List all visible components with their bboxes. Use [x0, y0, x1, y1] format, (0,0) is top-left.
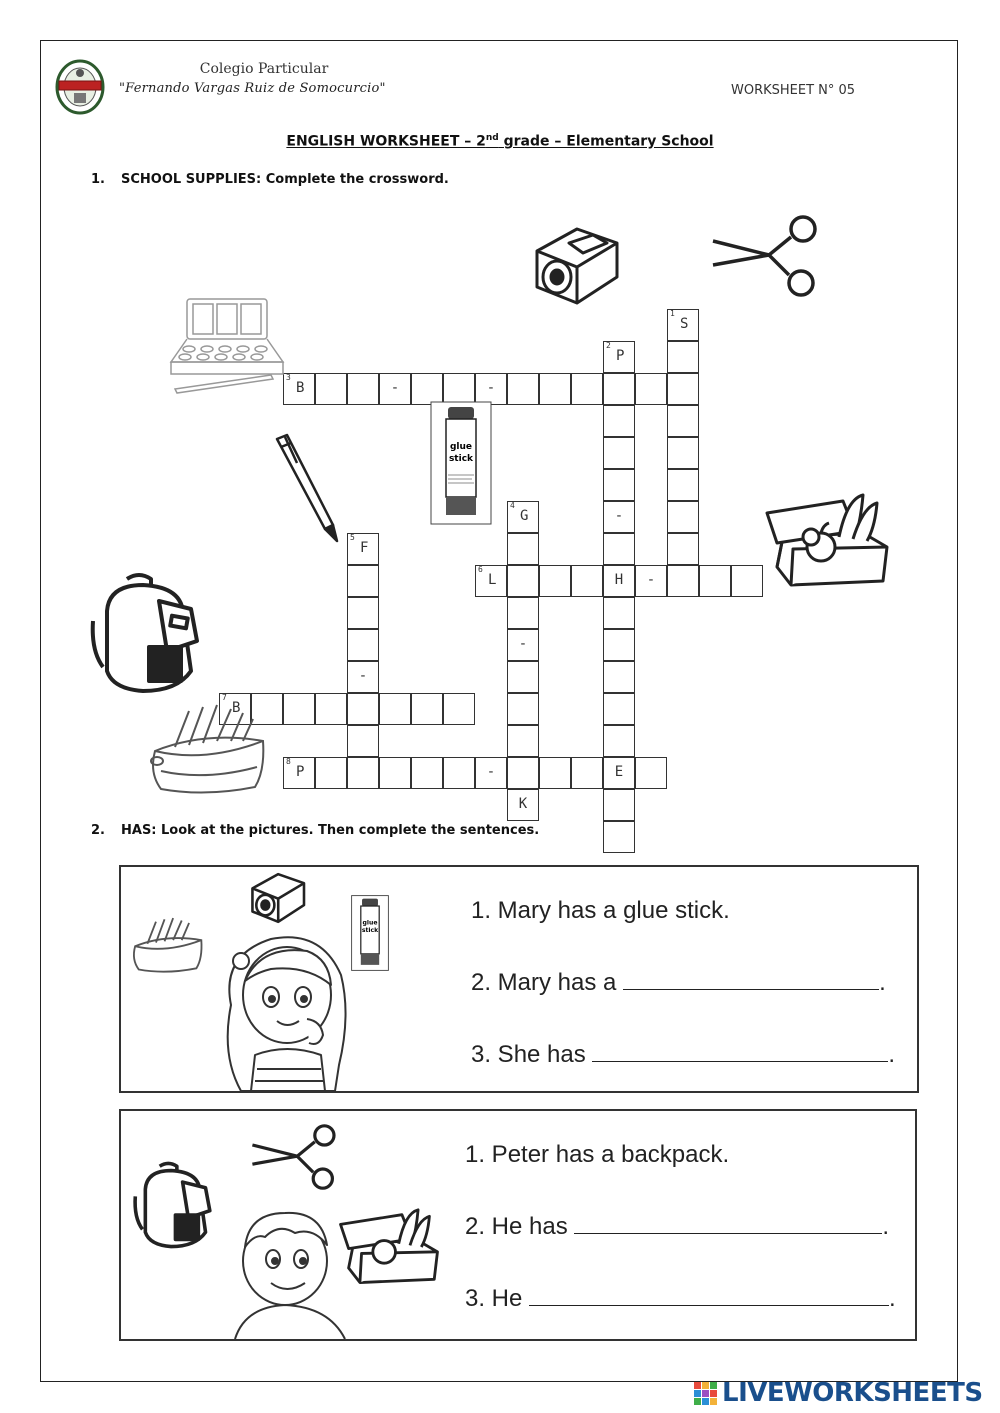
- crossword-cell[interactable]: [507, 757, 539, 789]
- sentence-mary-2: 2. Mary has a .: [471, 969, 886, 996]
- separator-dash: -: [486, 380, 496, 396]
- crossword-cell[interactable]: [667, 469, 699, 501]
- sentence-mary-1: 1. Mary has a glue stick.: [471, 897, 730, 924]
- glue-label-2: stick: [448, 454, 474, 464]
- backpack-icon: [131, 1159, 217, 1251]
- crossword-cell[interactable]: [603, 341, 635, 373]
- clue-number: 5: [350, 533, 355, 542]
- crossword-cell[interactable]: [379, 693, 411, 725]
- crossword-cell[interactable]: [603, 533, 635, 565]
- separator-dash: -: [614, 508, 624, 524]
- crossword-cell[interactable]: [603, 597, 635, 629]
- crossword-cell[interactable]: [667, 309, 699, 341]
- separator-dash: -: [390, 380, 400, 396]
- crossword-cell[interactable]: [347, 725, 379, 757]
- given-letter: E: [614, 764, 624, 780]
- separator-dash: -: [518, 636, 528, 652]
- sentence-peter-3: 3. He .: [465, 1285, 896, 1312]
- crossword-cell[interactable]: [635, 373, 667, 405]
- scissors-icon: [709, 211, 821, 301]
- crossword-cell[interactable]: [603, 693, 635, 725]
- crossword-cell[interactable]: [539, 565, 571, 597]
- crossword-cell[interactable]: [603, 789, 635, 821]
- crossword-cell[interactable]: [571, 565, 603, 597]
- clue-number: 2: [606, 341, 611, 350]
- crossword-cell[interactable]: [603, 661, 635, 693]
- worksheet-number: WORKSHEET N° 05: [731, 83, 856, 98]
- crossword-cell[interactable]: [667, 373, 699, 405]
- liveworksheets-brand: LIVEWORKSHEETS: [722, 1378, 983, 1408]
- crossword-cell[interactable]: [347, 565, 379, 597]
- crossword-cell[interactable]: [379, 373, 411, 405]
- section-2-heading: 2. HAS: Look at the pictures. Then complete the sentences.: [91, 823, 540, 838]
- glue-label-1: glue: [449, 442, 473, 452]
- crossword-cell[interactable]: [507, 725, 539, 757]
- pencil-case-icon: [145, 701, 269, 797]
- answer-blank-mary-3[interactable]: [592, 1039, 888, 1062]
- school-motto: "Fernando Vargas Ruiz de Somocurcio": [119, 81, 386, 96]
- sentence-peter-1: 1. Peter has a backpack.: [465, 1141, 730, 1168]
- crossword-cell[interactable]: [603, 757, 635, 789]
- lunch-box-icon: [763, 489, 891, 593]
- separator-dash: -: [646, 572, 656, 588]
- exercise-box-peter: [119, 1109, 917, 1341]
- boy-illustration: [225, 1203, 365, 1339]
- crossword-cell[interactable]: [603, 437, 635, 469]
- crossword-cell[interactable]: [507, 533, 539, 565]
- crossword-cell[interactable]: [571, 757, 603, 789]
- crossword-cell[interactable]: [507, 501, 539, 533]
- sentence-peter-2: 2. He has .: [465, 1213, 890, 1240]
- clue-number: 7: [222, 693, 227, 702]
- crossword-cell[interactable]: [475, 757, 507, 789]
- crossword-cell[interactable]: [379, 757, 411, 789]
- crossword-cell[interactable]: [635, 757, 667, 789]
- crossword-cell[interactable]: [603, 629, 635, 661]
- crossword-cell[interactable]: [283, 693, 315, 725]
- crossword-cell[interactable]: [411, 693, 443, 725]
- crossword-cell[interactable]: [667, 565, 699, 597]
- crossword-cell[interactable]: [571, 373, 603, 405]
- crossword-cell[interactable]: [603, 469, 635, 501]
- clue-letter: G: [520, 508, 529, 524]
- liveworksheets-mark-icon: [694, 1382, 718, 1406]
- crossword-cell[interactable]: [539, 373, 571, 405]
- clue-letter: P: [296, 764, 305, 780]
- crossword-cell[interactable]: [507, 661, 539, 693]
- given-letter: K: [518, 796, 528, 812]
- worksheet-page: [40, 40, 958, 1382]
- crossword-cell[interactable]: [539, 757, 571, 789]
- pencil-case-icon: [129, 913, 205, 977]
- crossword-cell[interactable]: [347, 533, 379, 565]
- separator-dash: -: [486, 764, 496, 780]
- clue-letter: B: [232, 700, 241, 716]
- crossword-cell[interactable]: [667, 437, 699, 469]
- separator-dash: -: [358, 668, 368, 684]
- crossword-cell[interactable]: [347, 693, 379, 725]
- section-1-heading: 1. SCHOOL SUPPLIES: Complete the crossword.: [91, 172, 449, 187]
- crossword-cell[interactable]: [507, 789, 539, 821]
- crossword-cell[interactable]: [411, 757, 443, 789]
- crossword-cell[interactable]: [603, 405, 635, 437]
- clue-letter: F: [360, 540, 369, 556]
- crossword-cell[interactable]: [443, 693, 475, 725]
- given-letter: H: [614, 572, 624, 588]
- exercise-box-mary: [119, 865, 919, 1093]
- crossword-cell[interactable]: [603, 565, 635, 597]
- clue-letter: S: [680, 316, 689, 332]
- crossword-cell[interactable]: [315, 757, 347, 789]
- glue-label-1: glue: [362, 919, 378, 927]
- glue-stick-icon: [430, 401, 492, 525]
- crossword-cell[interactable]: [443, 757, 475, 789]
- crossword-cell[interactable]: [667, 341, 699, 373]
- scissors-icon: [249, 1121, 339, 1193]
- crossword-cell[interactable]: [667, 533, 699, 565]
- clue-number: 3: [286, 373, 291, 382]
- sharpener-icon: [517, 221, 627, 311]
- crossword-cell[interactable]: [283, 757, 315, 789]
- crossword-cell[interactable]: [347, 757, 379, 789]
- crossword-cell[interactable]: [347, 597, 379, 629]
- answer-blank-peter-3[interactable]: [529, 1283, 889, 1306]
- clue-letter: P: [616, 348, 625, 364]
- clue-number: 8: [286, 757, 291, 766]
- clue-number: 4: [510, 501, 515, 510]
- crossword-cell[interactable]: [603, 373, 635, 405]
- crossword-cell[interactable]: [507, 565, 539, 597]
- liveworksheets-logo[interactable]: [694, 1378, 994, 1408]
- paint-box-icon: [167, 297, 287, 397]
- crossword-cell[interactable]: [475, 565, 507, 597]
- page-title: ENGLISH WORKSHEET – 2nd grade – Elementary School: [286, 133, 714, 150]
- backpack-icon: [87, 571, 207, 695]
- sharpener-icon: [239, 869, 311, 927]
- answer-blank-peter-2[interactable]: [574, 1211, 882, 1234]
- crossword-cell[interactable]: [507, 597, 539, 629]
- crossword-cell[interactable]: [507, 629, 539, 661]
- crossword-cell[interactable]: [635, 565, 667, 597]
- clue-number: 1: [670, 309, 675, 318]
- crossword-cell[interactable]: [347, 629, 379, 661]
- pen-icon: [271, 433, 351, 545]
- clue-letter: L: [488, 572, 497, 588]
- crossword-cell[interactable]: [603, 725, 635, 757]
- crossword-cell[interactable]: [507, 373, 539, 405]
- clue-number: 6: [478, 565, 483, 574]
- crossword-cell[interactable]: [315, 693, 347, 725]
- crossword-cell[interactable]: [507, 693, 539, 725]
- crossword-cell[interactable]: [667, 405, 699, 437]
- clue-letter: B: [296, 380, 305, 396]
- crossword-cell[interactable]: [667, 501, 699, 533]
- sentence-mary-3: 3. She has .: [471, 1041, 896, 1068]
- girl-illustration: [211, 925, 371, 1093]
- crossword-cell[interactable]: [315, 373, 347, 405]
- crossword-cell[interactable]: [347, 661, 379, 693]
- school-name: Colegio Particular: [199, 61, 329, 77]
- crossword-cell[interactable]: [347, 373, 379, 405]
- crossword-cell[interactable]: [603, 821, 635, 853]
- crossword-cell[interactable]: [603, 501, 635, 533]
- crossword-cell[interactable]: [283, 373, 315, 405]
- crossword-cell[interactable]: [699, 565, 731, 597]
- crossword-cell[interactable]: [731, 565, 763, 597]
- glue-label-2: stick: [361, 926, 379, 934]
- answer-blank-mary-2[interactable]: [623, 967, 879, 990]
